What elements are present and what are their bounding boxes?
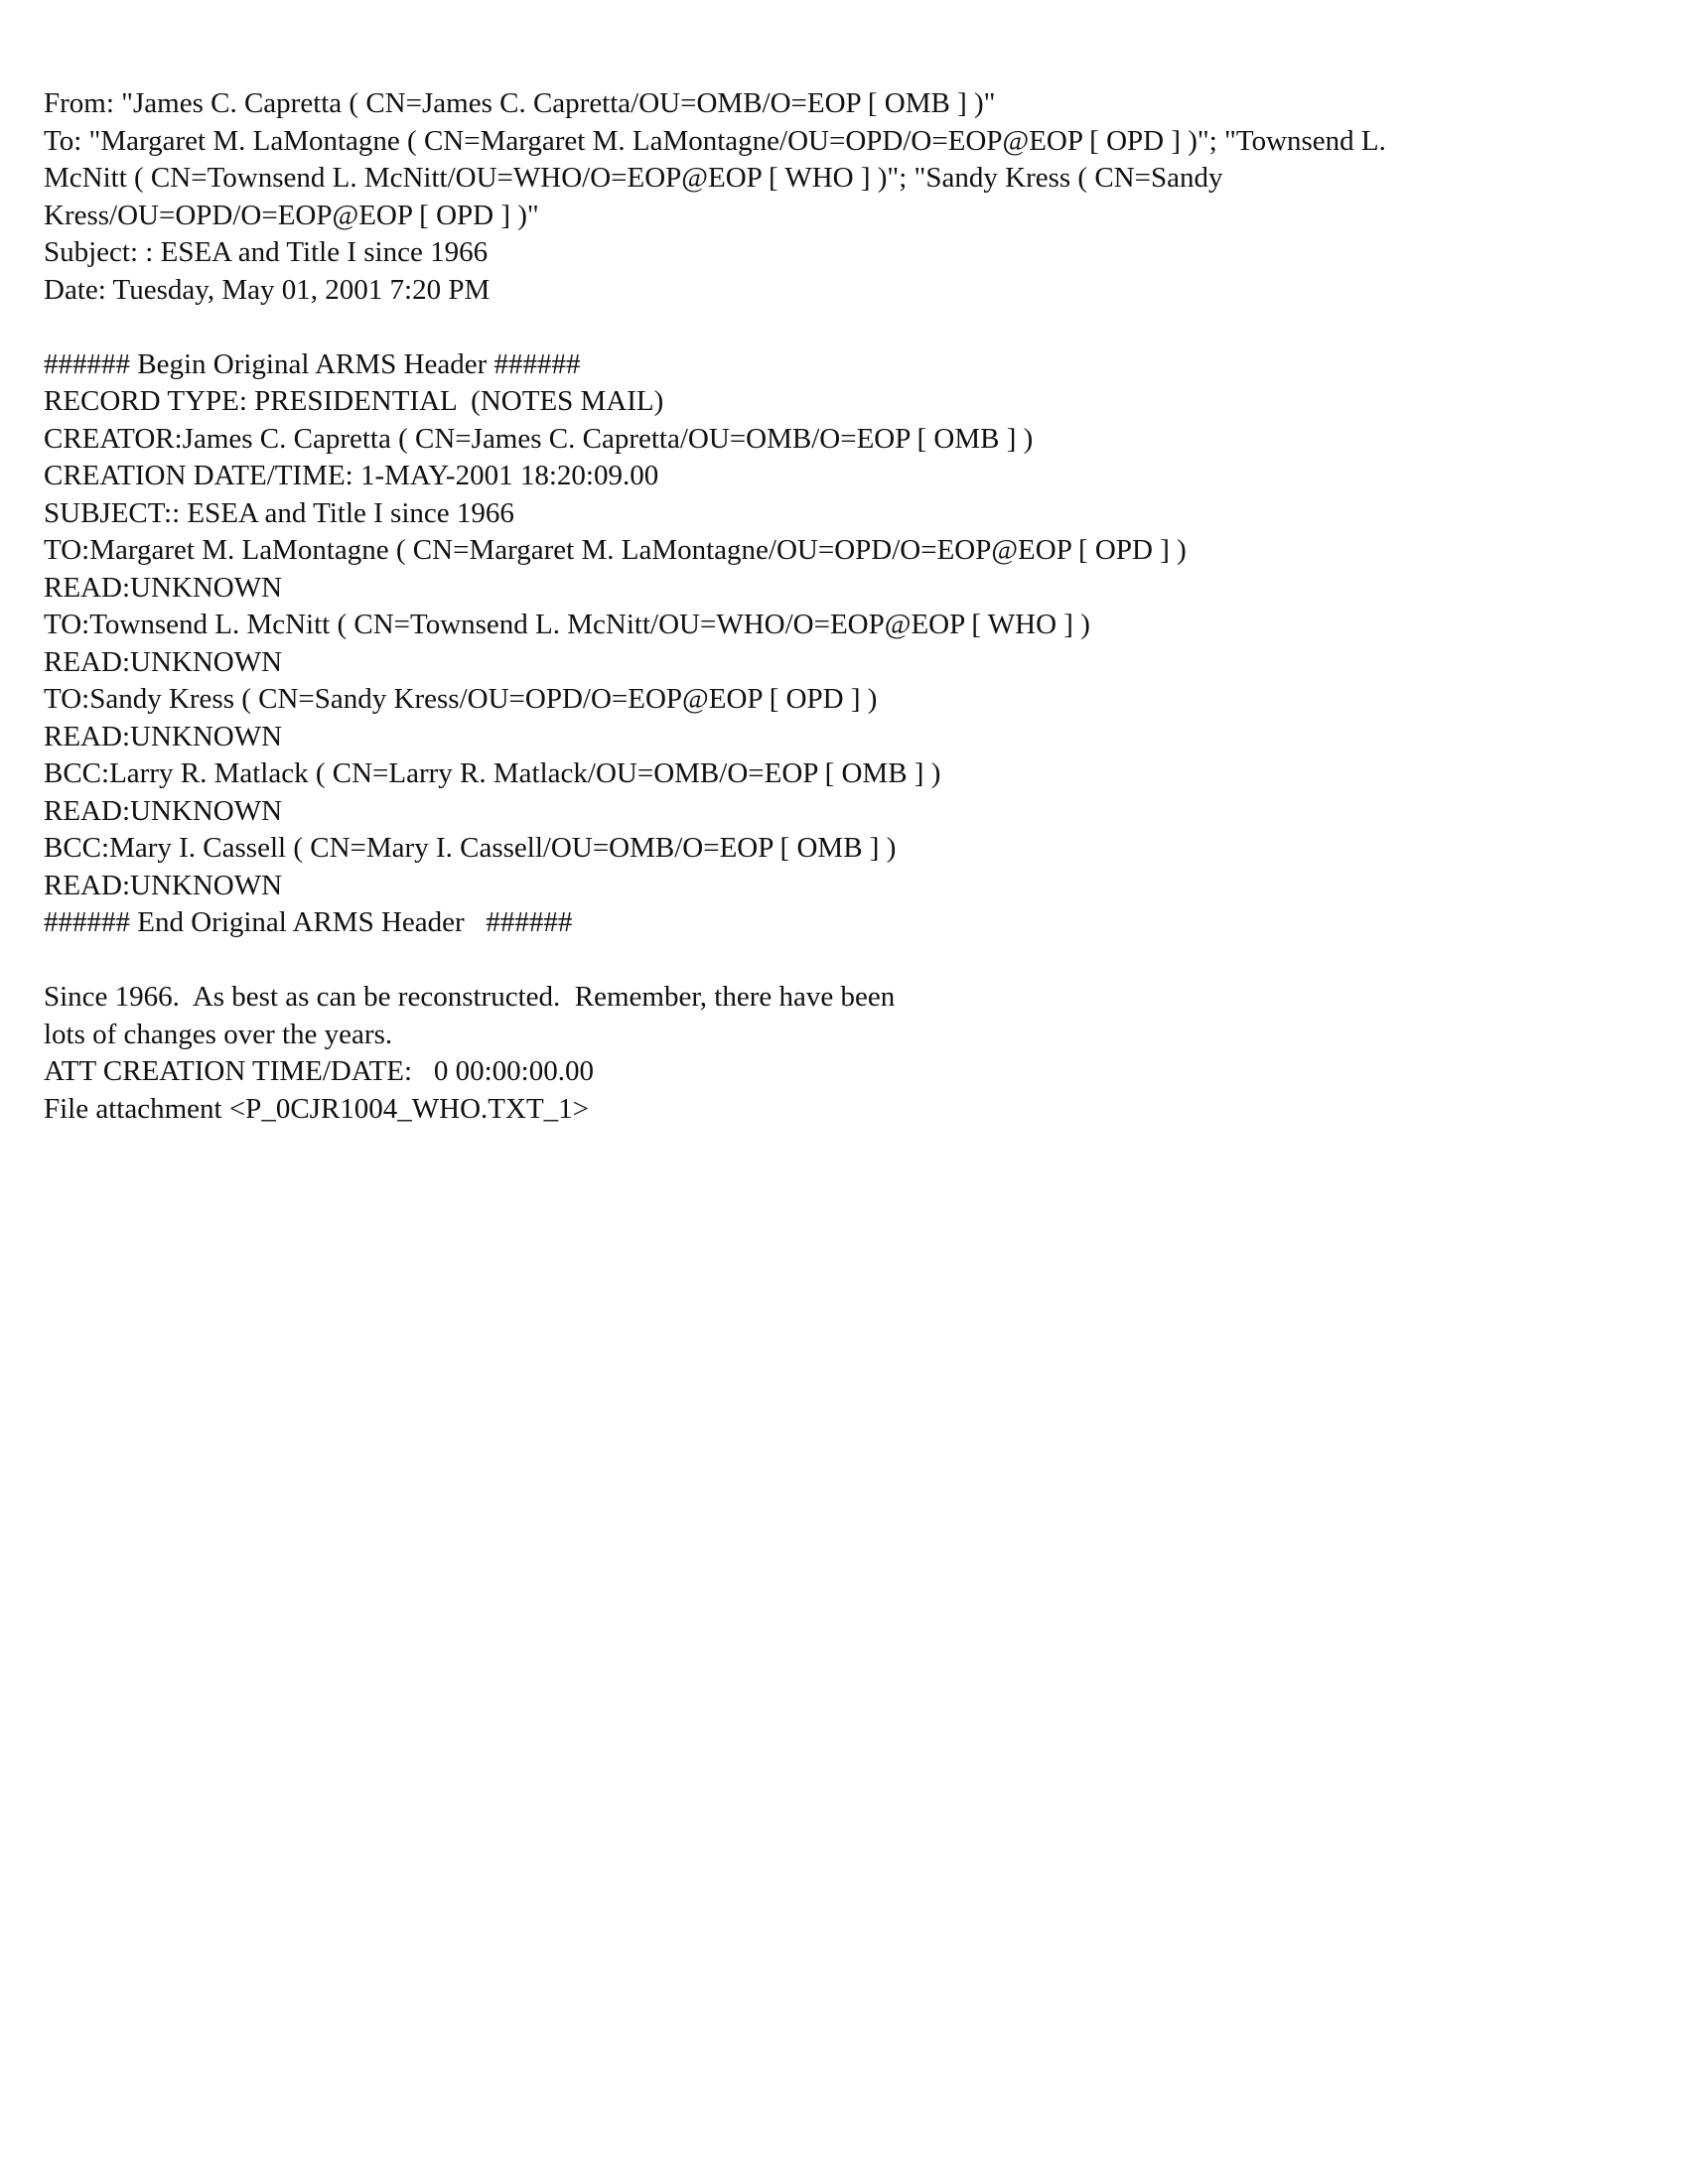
spacer (44, 309, 1632, 346)
recipient-line: TO:Townsend L. McNitt ( CN=Townsend L. McNitt/OU=WHO/O=EOP@EOP [ WHO ] ) (44, 609, 1090, 640)
creation-datetime-line: CREATION DATE/TIME: 1-MAY-2001 18:20:09.00 (44, 460, 659, 491)
date-line: Date: Tuesday, May 01, 2001 7:20 PM (44, 273, 491, 306)
spacer (44, 942, 1632, 980)
record-type-line: RECORD TYPE: PRESIDENTIAL (NOTES MAIL) (44, 385, 664, 417)
arms-begin-marker: ###### Begin Original ARMS Header ###### (44, 347, 581, 380)
arms-header (44, 346, 1632, 942)
recipient-line: TO:Sandy Kress ( CN=Sandy Kress/OU=OPD/O=EOP@EOP [ OPD ] ) (44, 683, 878, 715)
file-attachment-line: File attachment <P_0CJR1004_WHO.TXT_1> (44, 1092, 590, 1125)
body-text-line-1: Since 1966. As best as can be reconstructed. Remember, there have been (44, 981, 896, 1013)
read-status-line: READ:UNKNOWN (44, 720, 283, 752)
to-line-2: McNitt ( CN=Townsend L. McNitt/OU=WHO/O=EOP@EOP [ WHO ] )"; "Sandy Kress ( CN=Sandy (44, 162, 1223, 194)
read-status-line: READ:UNKNOWN (44, 869, 283, 901)
read-status-line: READ:UNKNOWN (44, 794, 283, 827)
recipient-line: TO:Margaret M. LaMontagne ( CN=Margaret M. LaMontagne/OU=OPD/O=EOP@EOP [ OPD ] ) (44, 534, 1187, 566)
bcc-recipient-line: BCC:Larry R. Matlack ( CN=Larry R. Matlack/OU=OMB/O=EOP [ OMB ] ) (44, 757, 941, 789)
arms-subject-line: SUBJECT:: ESEA and Title I since 1966 (44, 496, 514, 529)
to-line-1: To: "Margaret M. LaMontagne ( CN=Margaret M. LaMontagne/OU=OPD/O=EOP@EOP [ OPD ] )"; "Townsend L. (44, 124, 1386, 157)
bcc-recipient-line: BCC:Mary I. Cassell ( CN=Mary I. Cassell/OU=OMB/O=EOP [ OMB ] ) (44, 832, 897, 864)
to-line-3: Kress/OU=OPD/O=EOP@EOP [ OPD ] )" (44, 199, 539, 231)
subject-line: Subject: : ESEA and Title I since 1966 (44, 236, 489, 268)
read-status-line: READ:UNKNOWN (44, 645, 283, 678)
email-document (44, 85, 1632, 1128)
email-header (44, 85, 1632, 309)
read-status-line: READ:UNKNOWN (44, 571, 283, 604)
creator-line: CREATOR:James C. Capretta ( CN=James C. Capretta/OU=OMB/O=EOP [ OMB ] ) (44, 422, 1034, 455)
arms-end-marker: ###### End Original ARMS Header ###### (44, 906, 573, 938)
from-line: From: "James C. Capretta ( CN=James C. Capretta/OU=OMB/O=EOP [ OMB ] )" (44, 87, 996, 119)
message-body (44, 979, 1632, 1128)
body-text-line-2: lots of changes over the years. (44, 1018, 393, 1050)
attachment-creation-line: ATT CREATION TIME/DATE: 0 00:00:00.00 (44, 1055, 594, 1087)
